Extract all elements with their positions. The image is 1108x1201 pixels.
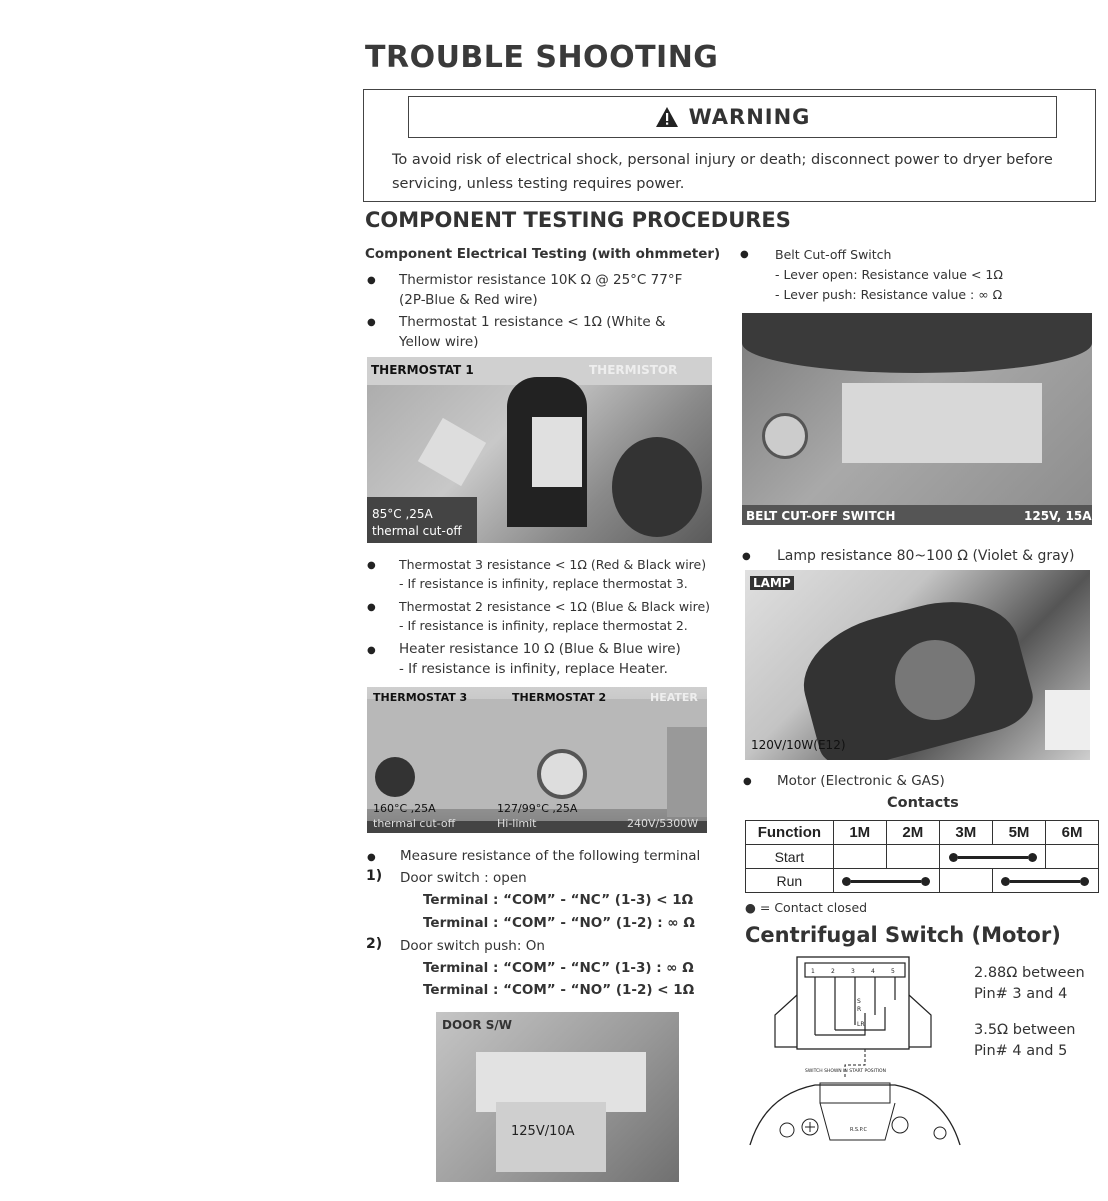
lamp-photo	[745, 570, 1090, 760]
diagram-rspc: R.S.P.C	[850, 1127, 867, 1133]
measure-line: Measure resistance of the following terminal	[400, 848, 701, 864]
bullet-icon: ●	[367, 602, 376, 613]
heater-note: - If resistance is infinity, replace Heater.	[399, 661, 668, 677]
section-title: COMPONENT TESTING PROCEDURES	[365, 208, 791, 232]
motor-contacts-table	[745, 820, 1099, 893]
bullet-icon: ●	[367, 645, 376, 656]
photo-label: DOOR S/W	[442, 1018, 513, 1032]
svg-text:LR: LR	[857, 1021, 865, 1028]
photo-label: 125V/10A	[511, 1124, 575, 1139]
cs-note-2-line2: Pin# 4 and 5	[974, 1043, 1068, 1059]
svg-text:R: R	[857, 1006, 862, 1013]
bullet-icon: ●	[367, 560, 376, 571]
contact-dot-icon	[1001, 877, 1010, 886]
bullet-icon: ●	[742, 551, 751, 562]
photo-label: 120V/10W(E12)	[751, 738, 846, 752]
table-header: Function	[746, 821, 834, 845]
photo-label: HEATER	[650, 691, 698, 704]
contact-legend: ● = Contact closed	[745, 900, 868, 915]
thermostat-thermistor-photo	[367, 357, 712, 543]
diagram-caption: SWITCH SHOWN IN START POSITION	[805, 1069, 886, 1074]
photo-label: 125V, 15A	[1024, 509, 1092, 523]
thermostat2-note: - If resistance is infinity, replace thermostat 2.	[399, 618, 688, 633]
start-contact-3m-5m	[939, 845, 1045, 869]
table-header: 6M	[1046, 821, 1099, 845]
table-header: 3M	[939, 821, 992, 845]
cs-note-2-line1: 3.5Ω between	[974, 1022, 1076, 1038]
belt-lever-open: - Lever open: Resistance value < 1Ω	[775, 267, 1003, 282]
photo-label: THERMOSTAT 1	[371, 363, 474, 377]
svg-text:1: 1	[811, 968, 815, 975]
belt-switch-photo	[742, 313, 1092, 525]
contact-dot-icon	[949, 853, 958, 862]
door-push-terminal2: Terminal : “COM” - “NO” (1-2) < 1Ω	[423, 982, 695, 998]
photo-label: 85°C ,25A	[372, 507, 433, 521]
table-header: 2M	[886, 821, 939, 845]
thermistor-line: Thermistor resistance 10K Ω @ 25°C 77°F	[399, 272, 683, 288]
centrifugal-switch-title: Centrifugal Switch (Motor)	[745, 923, 1061, 947]
cs-note-1-line2: Pin# 3 and 4	[974, 986, 1068, 1002]
contact-line	[1010, 880, 1080, 883]
warning-text: To avoid risk of electrical shock, personal injury or death; disconnect power to dryer before servicing, unless testing requires power.	[392, 152, 1053, 192]
photo-label: thermal cut-off	[373, 817, 456, 830]
table-cell: Start	[746, 845, 834, 869]
bullet-icon: ●	[367, 852, 376, 863]
thermostats-heater-photo	[367, 687, 707, 833]
bullet-icon: ●	[367, 317, 376, 328]
svg-text:3: 3	[851, 968, 855, 975]
thermostat3-line: Thermostat 3 resistance < 1Ω (Red & Black wire)	[399, 557, 707, 572]
belt-lever-push: - Lever push: Resistance value : ∞ Ω	[775, 287, 1003, 302]
svg-text:S: S	[857, 998, 861, 1005]
bullet-icon: ●	[740, 249, 749, 260]
contact-dot-icon	[921, 877, 930, 886]
contact-line	[851, 880, 921, 883]
warning-triangle-icon	[655, 106, 679, 128]
bullet-icon: ●	[367, 275, 376, 286]
photo-label: Hi-limit	[497, 817, 537, 830]
contact-dot-icon	[1028, 853, 1037, 862]
step-number: 2)	[366, 936, 383, 952]
door-open-terminal1: Terminal : “COM” - “NC” (1-3) < 1Ω	[423, 892, 694, 908]
contacts-title: Contacts	[887, 795, 959, 811]
svg-text:5: 5	[891, 968, 895, 975]
thermostat2-line: Thermostat 2 resistance < 1Ω (Blue & Black wire)	[399, 599, 711, 614]
bullet-icon: ●	[743, 776, 752, 787]
table-cell: Run	[746, 869, 834, 893]
run-contact-1m-2m	[833, 869, 939, 893]
cs-note-1-line1: 2.88Ω between	[974, 965, 1085, 981]
photo-label: thermal cut-off	[372, 524, 462, 538]
photo-label: 160°C ,25A	[373, 802, 436, 815]
door-push-terminal1: Terminal : “COM” - “NC” (1-3) : ∞ Ω	[423, 960, 694, 976]
warning-header	[408, 96, 1057, 138]
photo-label: THERMISTOR	[589, 363, 678, 377]
door-open-title: Door switch : open	[400, 870, 527, 886]
lamp-line: Lamp resistance 80~100 Ω (Violet & gray)	[777, 548, 1075, 564]
contact-dot-icon	[1080, 877, 1089, 886]
photo-label: 240V/5300W	[627, 817, 699, 830]
page-title: TROUBLE SHOOTING	[365, 40, 719, 75]
thermistor-wire: (2P-Blue & Red wire)	[399, 292, 538, 308]
table-row	[746, 845, 1099, 869]
door-push-title: Door switch push: On	[400, 938, 545, 954]
warning-title: WARNING	[688, 105, 811, 129]
centrifugal-switch-diagram	[745, 955, 970, 1160]
thermostat3-note: - If resistance is infinity, replace thermostat 3.	[399, 576, 688, 591]
motor-line: Motor (Electronic & GAS)	[777, 773, 945, 789]
step-number: 1)	[366, 868, 383, 884]
door-switch-photo	[436, 1012, 679, 1182]
subsection-title: Component Electrical Testing (with ohmmeter)	[365, 246, 721, 262]
photo-label: BELT CUT-OFF SWITCH	[746, 509, 896, 523]
svg-text:4: 4	[871, 968, 875, 975]
contact-dot-icon	[842, 877, 851, 886]
svg-text:2: 2	[831, 968, 835, 975]
heater-line: Heater resistance 10 Ω (Blue & Blue wire)	[399, 641, 681, 657]
thermostat1-wire: Yellow wire)	[399, 334, 479, 350]
run-contact-5m-6m	[992, 869, 1098, 893]
photo-label: THERMOSTAT 2	[512, 691, 607, 704]
photo-label: LAMP	[750, 576, 794, 590]
photo-label: 127/99°C ,25A	[497, 802, 578, 815]
table-header: 1M	[833, 821, 886, 845]
table-row	[746, 869, 1099, 893]
contact-line	[958, 856, 1028, 859]
door-open-terminal2: Terminal : “COM” - “NO” (1-2) : ∞ Ω	[423, 915, 695, 931]
thermostat1-line: Thermostat 1 resistance < 1Ω (White &	[399, 314, 666, 330]
photo-label: THERMOSTAT 3	[373, 691, 468, 704]
belt-title: Belt Cut-off Switch	[775, 247, 892, 262]
table-header: 5M	[992, 821, 1045, 845]
